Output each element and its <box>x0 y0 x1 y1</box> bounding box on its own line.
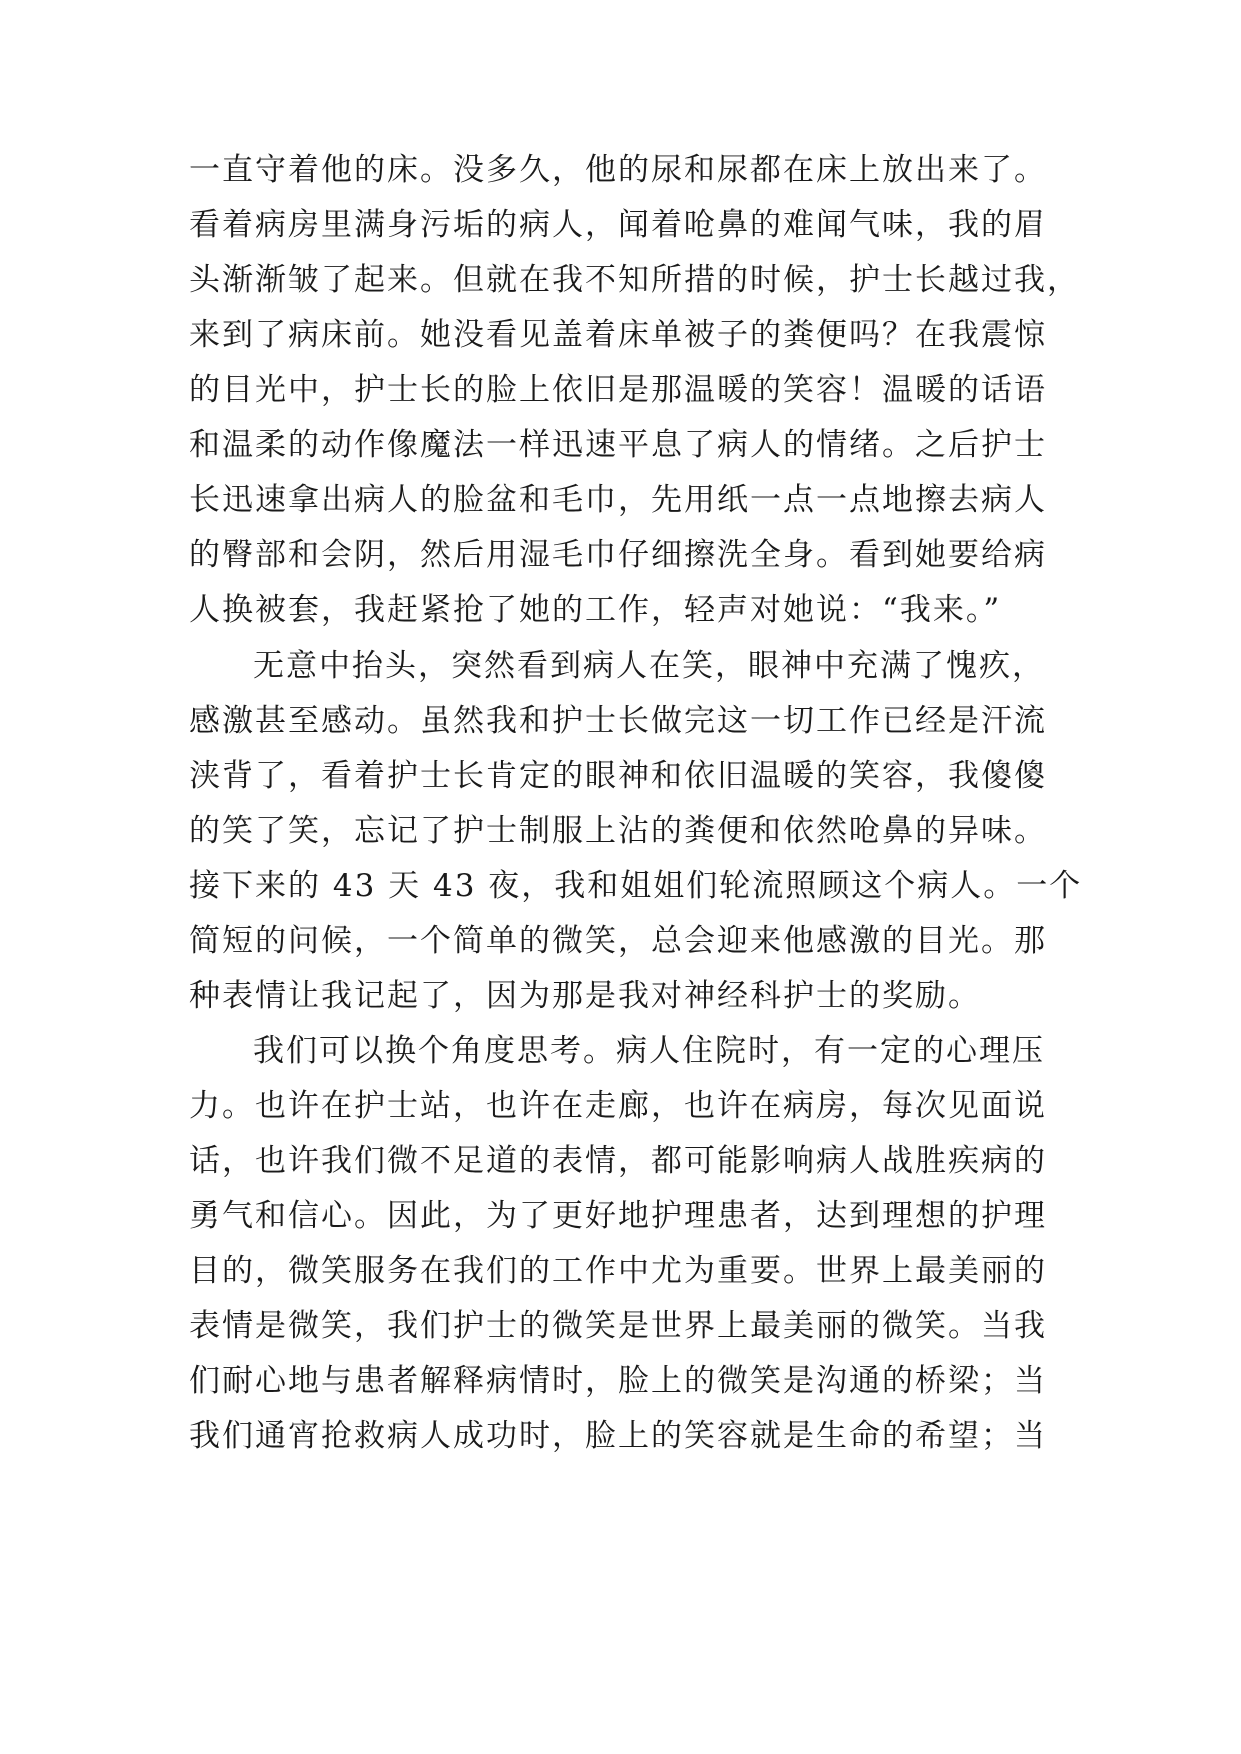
text-line: 一直守着他的床。没多久，他的尿和尿都在床上放出来了。 <box>189 152 1047 188</box>
text-line: 力。也许在护士站，也许在走廊，也许在病房，每次见面说 <box>189 1088 1047 1124</box>
text-line: 勇气和信心。因此，为了更好地护理患者，达到理想的护理 <box>189 1198 1047 1234</box>
text-line: 们耐心地与患者解释病情时，脸上的微笑是沟通的桥梁；当 <box>189 1363 1047 1399</box>
text-line: 人换被套，我赶紧抢了她的工作，轻声对她说：“我来。” <box>189 592 1002 628</box>
text-line: 浃背了，看着护士长肯定的眼神和依旧温暖的笑容，我傻傻 <box>189 758 1047 794</box>
text-line: 话，也许我们微不足道的表情，都可能影响病人战胜疾病的 <box>189 1143 1047 1179</box>
text-line: 来到了病床前。她没看见盖着床单被子的粪便吗？在我震惊 <box>189 317 1047 353</box>
paragraph-first-line: 无意中抬头，突然看到病人在笑，眼神中充满了愧疚， <box>253 648 1045 684</box>
text-line: 的目光中，护士长的脸上依旧是那温暖的笑容！温暖的话语 <box>189 372 1047 408</box>
text-line: 看着病房里满身污垢的病人，闻着呛鼻的难闻气味，我的眉 <box>189 207 1047 243</box>
text-line: 简短的问候，一个简单的微笑，总会迎来他感激的目光。那 <box>189 923 1047 959</box>
text-line: 种表情让我记起了，因为那是我对神经科护士的奖励。 <box>189 978 981 1014</box>
text-line: 接下来的 43 天 43 夜，我和姐姐们轮流照顾这个病人。一个 <box>189 868 1083 904</box>
text-line: 和温柔的动作像魔法一样迅速平息了病人的情绪。之后护士 <box>189 427 1047 463</box>
text-line: 我们通宵抢救病人成功时，脸上的笑容就是生命的希望；当 <box>189 1418 1047 1454</box>
text-line: 的笑了笑，忘记了护士制服上沾的粪便和依然呛鼻的异味。 <box>189 813 1047 849</box>
text-line: 感激甚至感动。虽然我和护士长做完这一切工作已经是汗流 <box>189 703 1047 739</box>
text-line: 长迅速拿出病人的脸盆和毛巾，先用纸一点一点地擦去病人 <box>189 482 1047 518</box>
text-line: 表情是微笑，我们护士的微笑是世界上最美丽的微笑。当我 <box>189 1308 1047 1344</box>
paragraph-first-line: 我们可以换个角度思考。病人住院时，有一定的心理压 <box>253 1033 1045 1069</box>
text-line: 头渐渐皱了起来。但就在我不知所措的时候，护士长越过我， <box>189 262 1080 298</box>
text-line: 目的，微笑服务在我们的工作中尤为重要。世界上最美丽的 <box>189 1253 1047 1289</box>
text-line: 的臀部和会阴，然后用湿毛巾仔细擦洗全身。看到她要给病 <box>189 537 1047 573</box>
